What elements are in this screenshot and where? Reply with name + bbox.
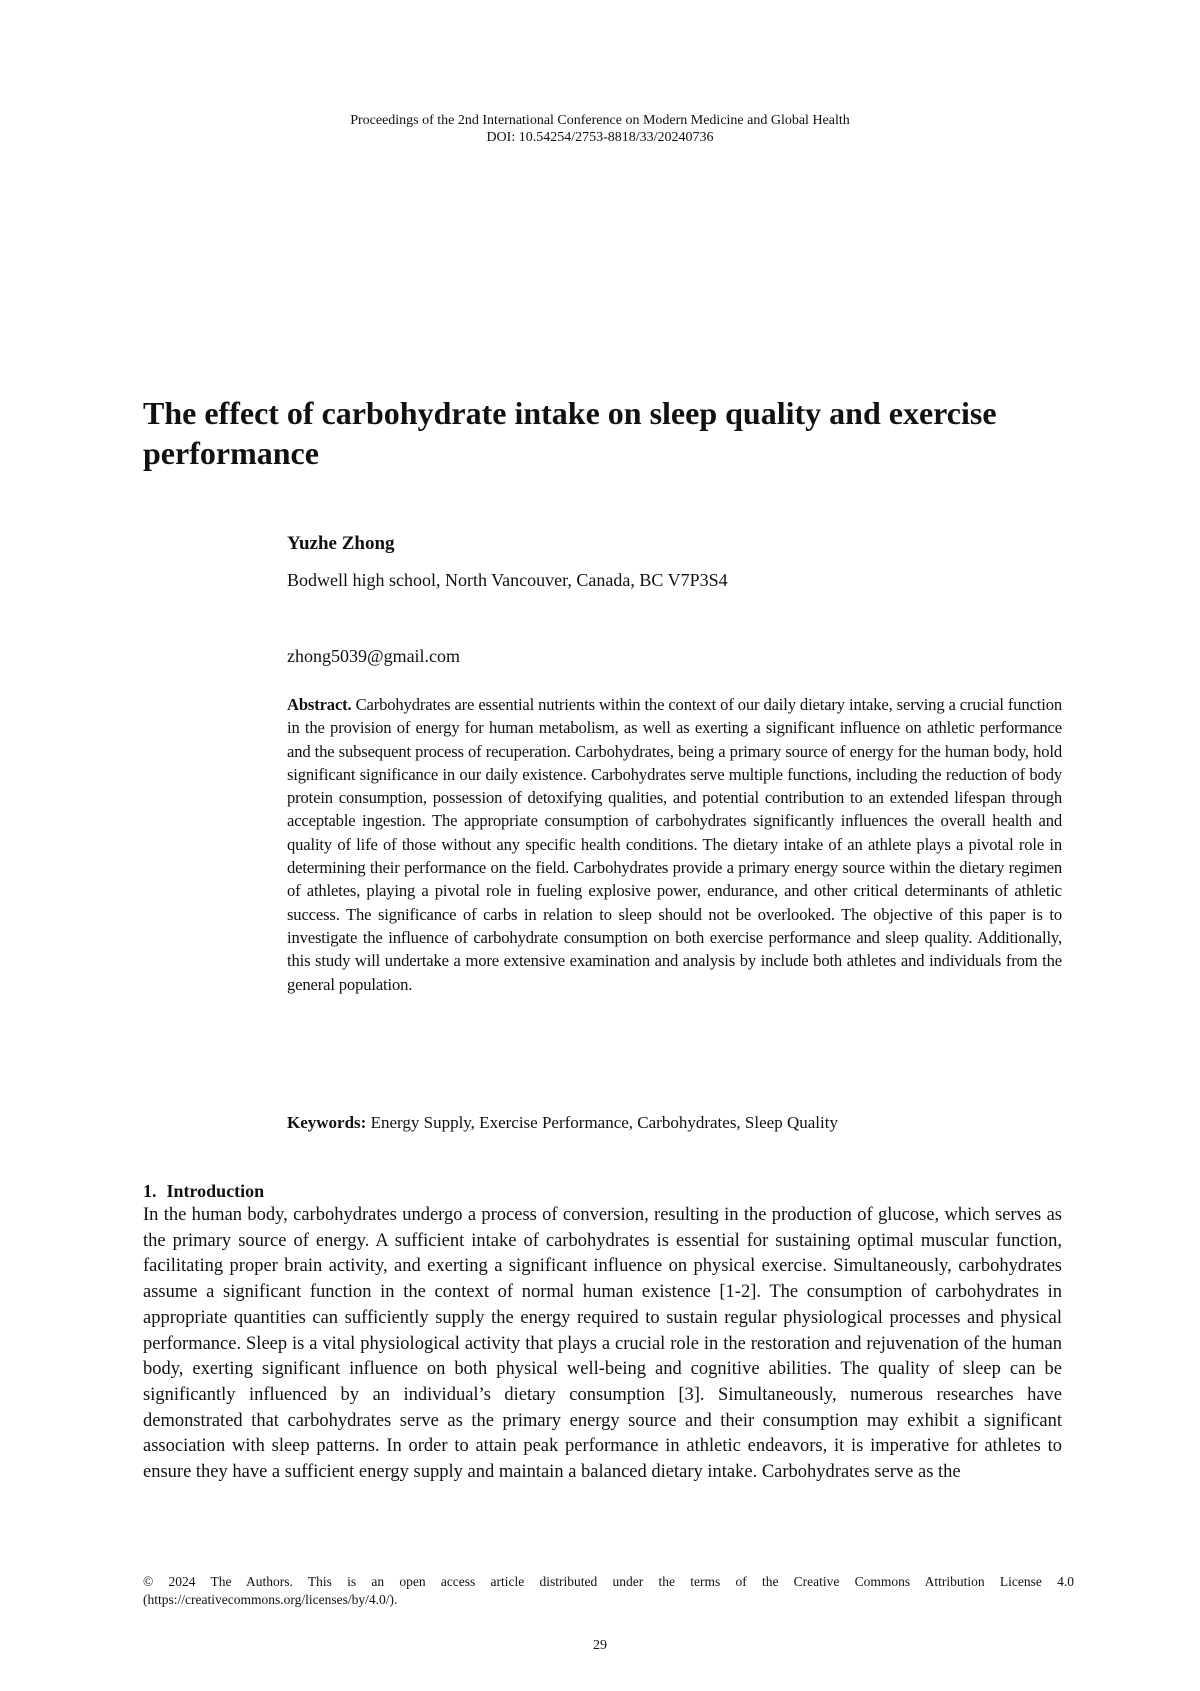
author-name: Yuzhe Zhong: [287, 533, 395, 554]
section-title: Introduction: [166, 1181, 265, 1201]
keywords-text: Energy Supply, Exercise Performance, Carbohydrates, Sleep Quality: [370, 1113, 838, 1132]
doi-line: DOI: 10.54254/2753-8818/33/20240736: [486, 130, 714, 145]
introduction-paragraph: In the human body, carbohydrates undergo a process of conversion, resulting in the production of glucose, which serves as the primary source of energy. A sufficient intake of carbohydrates is essential for sustaining optimal muscular function, facilitating proper brain activity, and exerting a significant influence on physical exercise. Simultaneously, carbohydrates assume a significant function in the context of normal human existence [1-2]. The consumption of carbohydrates in appropriate quantities can sufficiently supply the energy required to sustain regular physiological processes and physical performance. Sleep is a vital physiological activity that plays a crucial role in the restoration and rejuvenation of the human body, exerting significant influence on both physical well-being and cognitive abilities. The quality of sleep can be significantly influenced by an individual’s dietary consumption [3]. Simultaneously, numerous researches have demonstrated that carbohydrates serve as the primary energy source and their consumption may exhibit a significant association with sleep patterns. In order to attain peak performance in athletic endeavors, it is imperative for athletes to ensure they have a sufficient energy supply and maintain a balanced dietary intake. Carbohydrates serve as the: [143, 1205, 1062, 1483]
keywords-label: Keywords:: [287, 1113, 367, 1132]
running-header: [0, 112, 1200, 146]
abstract: [287, 693, 1062, 996]
section-number: 1.: [143, 1181, 157, 1201]
author-email: zhong5039@gmail.com: [287, 646, 461, 666]
abstract-text: Carbohydrates are essential nutrients within the context of our daily dietary intake, serving a crucial function in the provision of energy for human metabolism, as well as exerting a significant influence on athletic performance and the subsequent process of recuperation. Carbohydrates, being a primary source of energy for the human body, hold significant significance in our daily existence. Carbohydrates serve multiple functions, including the reduction of body protein consumption, possession of detoxifying qualities, and potential contribution to an extended lifespan through acceptable ingestion. The appropriate consumption of carbohydrates significantly influences the overall health and quality of life of those without any specific health conditions. The dietary intake of an athlete plays a pivotal role in determining their performance on the field. Carbohydrates provide a primary energy source within the dietary regimen of athletes, playing a pivotal role in fueling explosive power, endurance, and other critical determinants of athletic success. The significance of carbs in relation to sleep should not be overlooked. The objective of this paper is to investigate the influence of carbohydrate consumption on both exercise performance and sleep quality. Additionally, this study will undertake a more extensive examination and analysis by include both athletes and individuals from the general population.: [287, 695, 1063, 994]
abstract-label: Abstract.: [287, 695, 352, 714]
section-heading-introduction: [143, 1180, 264, 1202]
paper-title: The effect of carbohydrate intake on sleep quality and exercise performance: [143, 395, 997, 471]
author-affiliation: Bodwell high school, North Vancouver, Canada, BC V7P3S4: [287, 570, 728, 590]
page-number: 29: [593, 1638, 607, 1653]
license-notice: © 2024 The Authors. This is an open access article distributed under the terms of the Creative Commons Attribution License 4.0 (https://creativecommons.org/licenses/by/4.0/).: [143, 1574, 1074, 1607]
proceedings-line: Proceedings of the 2nd International Conference on Modern Medicine and Global Health: [350, 113, 850, 128]
keywords: [287, 1111, 1062, 1134]
